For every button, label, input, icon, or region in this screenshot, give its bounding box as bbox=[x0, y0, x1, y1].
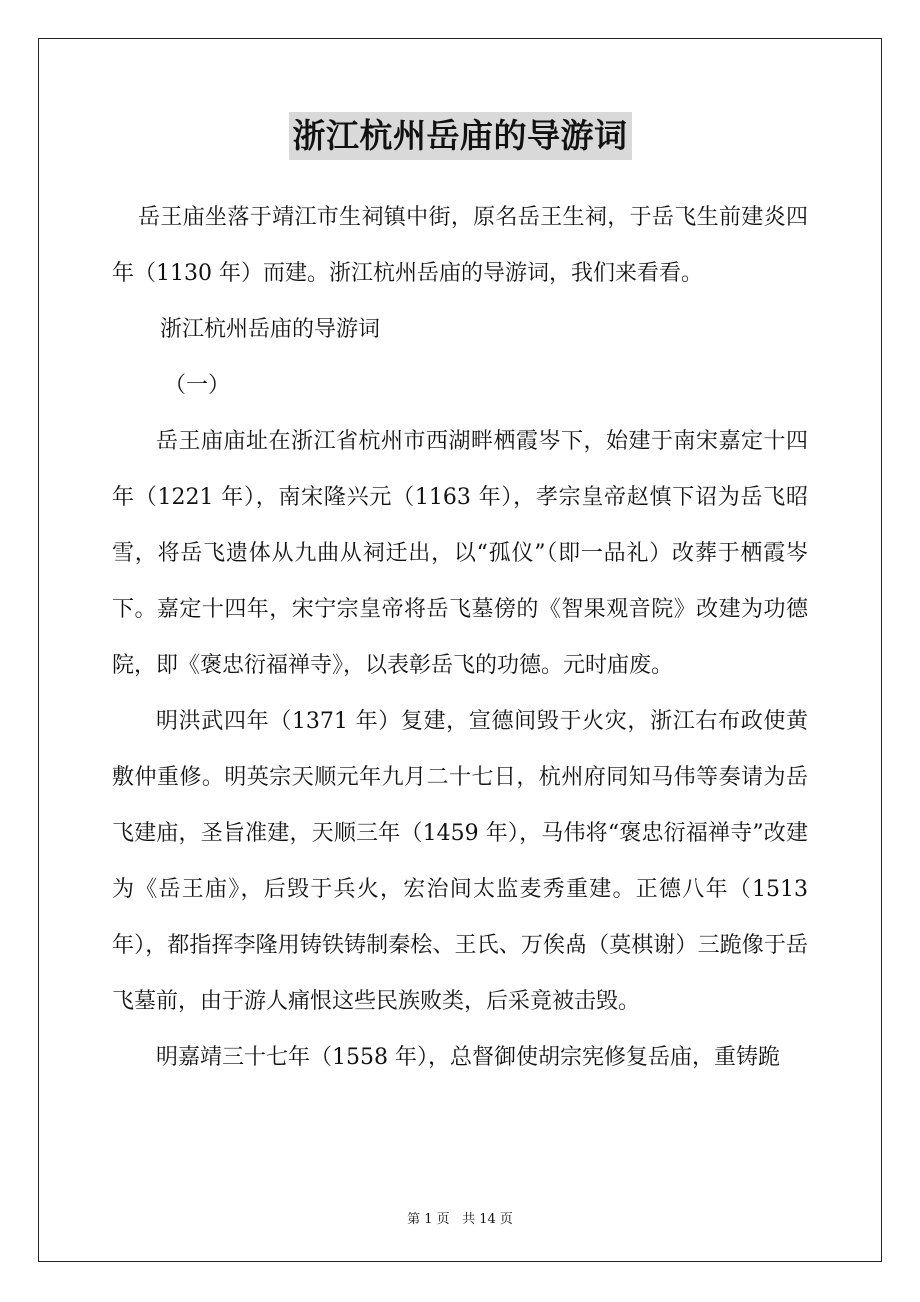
paragraph-section-marker: （一） bbox=[164, 373, 231, 398]
title-container bbox=[0, 112, 920, 160]
page-number: 第 1 页 bbox=[407, 1212, 450, 1227]
page-footer bbox=[0, 1208, 920, 1227]
paragraph-history-2: 明洪武四年（1371 年）复建，宣德间毁于火灾，浙江右布政使黄敷仲重修。明英宗天顺元年九月二十七日，杭州府同知马伟等奏请为岳飞建庙，圣旨准建，天顺三年（1459 年），马伟将“褒忠衍福禅寺”改建为《岳王庙》，后毁于兵火，宏治间太监麦秀重建。正德八年（1513 年），都指挥李隆用铸铁铸制秦桧、王氏、万俟卨（莫棋谢）三跪像于岳飞墓前，由于游人痛恨这些民族败类，后采竟被击毁。 bbox=[112, 709, 808, 1014]
paragraph-history-1: 岳王庙庙址在浙江省杭州市西湖畔栖霞岑下，始建于南宋嘉定十四年（1221 年），南宋隆兴元（1163 年），孝宗皇帝赵慎下诏为岳飞昭雪，将岳飞遗体从九曲从祠迁出，以“孤仪”（即一品礼）改葬于栖霞岑下。嘉定十四年，宋宁宗皇帝将岳飞墓傍的《智果观音院》改建为功德院，即《褒忠衍福禅寺》，以表彰岳飞的功德。元时庙废。 bbox=[112, 429, 808, 678]
paragraph-history-3: 明嘉靖三十七年（1558 年），总督御使胡宗宪修复岳庙，重铸跪 bbox=[156, 1045, 780, 1070]
paragraph-subtitle: 浙江杭州岳庙的导游词 bbox=[160, 317, 381, 342]
document-title: 浙江杭州岳庙的导游词 bbox=[289, 112, 632, 160]
total-pages: 共 14 页 bbox=[462, 1212, 513, 1227]
paragraph-intro: 岳王庙坐落于靖江市生祠镇中街，原名岳王生祠，于岳飞生前建炎四年（1130 年）而建。浙江杭州岳庙的导游词，我们来看看。 bbox=[112, 205, 808, 286]
document-body bbox=[112, 190, 808, 1086]
